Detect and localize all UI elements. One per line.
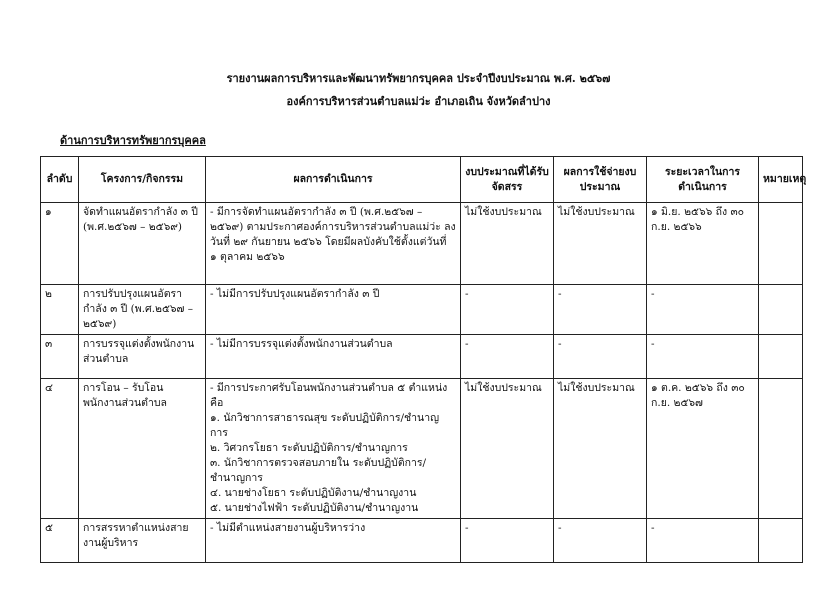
result-line: ๓. นักวิชาการตรวจสอบภายใน ระดับปฏิบัติการ/ชำนาญการ — [210, 457, 427, 484]
result-line: ๕. นายช่างไฟฟ้า ระดับปฏิบัติงาน/ชำนาญงาน — [210, 502, 419, 514]
row-period: ๑ ต.ค. ๒๕๖๖ ถึง ๓๐ ก.ย. ๒๕๖๗ — [647, 379, 759, 519]
row-result: - มีการจัดทำแผนอัตรากำลัง ๓ ปี (พ.ศ.๒๕๖๗ – ๒๕๖๙) ตามประกาศองค์การบริหารส่วนตำบลแม่ว่ะ ลงวันที่ ๒๙ กันยายน ๒๕๖๖ โดยมีผลบังคับใช้ตั้งแต่วันที่ ๑ ตุลาคม ๒๕๖๖ — [206, 203, 461, 285]
col-header-spent: ผลการใช้จ่ายงบประมาณ — [554, 157, 647, 203]
col-header-budget: งบประมาณที่ได้รับจัดสรร — [461, 157, 554, 203]
row-spent: - — [554, 335, 647, 379]
col-header-note: หมายเหตุ — [759, 157, 803, 203]
row-number: ๕ — [41, 519, 79, 563]
col-header-result: ผลการดำเนินการ — [206, 157, 461, 203]
row-result: - ไม่มีการบรรจุแต่งตั้งพนักงานส่วนตำบล — [206, 335, 461, 379]
row-note — [759, 335, 803, 379]
row-period: - — [647, 335, 759, 379]
report-title: รายงานผลการบริหารและพัฒนาทรัพยากรบุคคล ประจำปีงบประมาณ พ.ศ. ๒๕๖๗ — [226, 72, 611, 85]
row-spent: - — [554, 519, 647, 563]
row-period: - — [647, 519, 759, 563]
row-project: การบรรจุแต่งตั้งพนักงานส่วนตำบล — [79, 335, 206, 379]
row-budget: - — [461, 335, 554, 379]
row-number: ๓ — [41, 335, 79, 379]
row-note — [759, 379, 803, 519]
result-line: ๒. วิศวกรโยธา ระดับปฏิบัติการ/ชำนาญการ — [210, 442, 408, 454]
table-row — [41, 519, 803, 563]
row-number: ๑ — [41, 203, 79, 285]
row-budget: ไม่ใช้งบประมาณ — [461, 379, 554, 519]
row-period: ๑ มิ.ย. ๒๕๖๖ ถึง ๓๐ ก.ย. ๒๕๖๖ — [647, 203, 759, 285]
row-note — [759, 519, 803, 563]
row-budget: ไม่ใช้งบประมาณ — [461, 203, 554, 285]
row-budget: - — [461, 519, 554, 563]
table-row — [41, 335, 803, 379]
row-project: จัดทำแผนอัตรากำลัง ๓ ปี (พ.ศ.๒๕๖๗ – ๒๕๖๙) — [79, 203, 206, 285]
result-line: ๑. นักวิชาการสาธารณสุข ระดับปฏิบัติการ/ชำนาญการ — [210, 412, 440, 439]
result-line: - มีการประกาศรับโอนพนักงานส่วนตำบล ๕ ตำแหน่ง คือ — [210, 382, 448, 409]
row-number: ๔ — [41, 379, 79, 519]
organization-subtitle: องค์การบริหารส่วนตำบลแม่ว่ะ อำเภอเถิน จังหวัดลำปาง — [286, 95, 551, 108]
col-header-no: ลำดับ — [41, 157, 79, 203]
row-note — [759, 285, 803, 335]
row-result — [206, 379, 461, 519]
row-number: ๒ — [41, 285, 79, 335]
row-project: การปรับปรุงแผนอัตรากำลัง ๓ ปี (พ.ศ.๒๕๖๗ – ๒๕๖๙) — [79, 285, 206, 335]
table-header-row — [41, 157, 803, 203]
col-header-project: โครงการ/กิจกรรม — [79, 157, 206, 203]
table-row — [41, 285, 803, 335]
row-spent: ไม่ใช้งบประมาณ — [554, 203, 647, 285]
row-period: - — [647, 285, 759, 335]
row-result: - ไม่มีการปรับปรุงแผนอัตรากำลัง ๓ ปี — [206, 285, 461, 335]
table-row — [41, 379, 803, 519]
row-result: - ไม่มีตำแหน่งสายงานผู้บริหารว่าง — [206, 519, 461, 563]
row-spent: ไม่ใช้งบประมาณ — [554, 379, 647, 519]
col-header-period: ระยะเวลาในการดำเนินการ — [647, 157, 759, 203]
row-project: การโอน – รับโอนพนักงานส่วนตำบล — [79, 379, 206, 519]
row-budget: - — [461, 285, 554, 335]
result-line: ๔. นายช่างโยธา ระดับปฏิบัติงาน/ชำนาญงาน — [210, 487, 417, 499]
row-spent: - — [554, 285, 647, 335]
table-row — [41, 203, 803, 285]
row-project: การสรรหาตำแหน่งสายงานผู้บริหาร — [79, 519, 206, 563]
row-note — [759, 203, 803, 285]
section-heading: ด้านการบริหารทรัพยากรบุคคล — [60, 134, 206, 147]
report-table — [40, 156, 807, 563]
